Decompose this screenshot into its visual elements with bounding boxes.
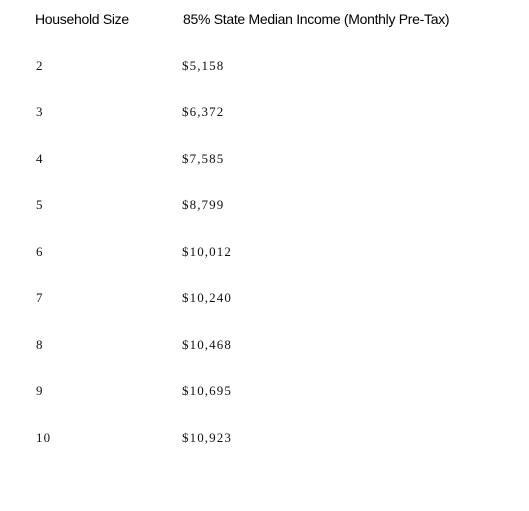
table-row [0,104,529,124]
table-row [0,151,529,171]
income-cell: $5,158 [182,58,225,73]
income-cell: $7,585 [182,151,225,166]
table-row [0,197,529,217]
income-cell: $8,799 [182,197,225,212]
household-size-cell: 10 [36,430,52,445]
table-row [0,244,529,264]
income-cell: $6,372 [182,104,225,119]
table-row [0,337,529,357]
household-size-cell: 7 [36,290,44,305]
income-cell: $10,468 [182,337,232,352]
income-cell: $10,012 [182,244,232,259]
income-cell: $10,923 [182,430,232,445]
table-row [0,430,529,450]
household-size-cell: 2 [36,58,44,73]
household-size-cell: 9 [36,383,44,398]
household-size-cell: 3 [36,104,44,119]
household-size-cell: 5 [36,197,44,212]
table-row [0,383,529,403]
income-cell: $10,240 [182,290,232,305]
household-size-cell: 6 [36,244,44,259]
household-size-header: Household Size [35,11,129,27]
table-row [0,290,529,310]
income-header: 85% State Median Income (Monthly Pre-Tax) [183,11,450,27]
table-row [0,58,529,78]
income-cell: $10,695 [182,383,232,398]
household-size-cell: 4 [36,151,44,166]
household-size-cell: 8 [36,337,44,352]
